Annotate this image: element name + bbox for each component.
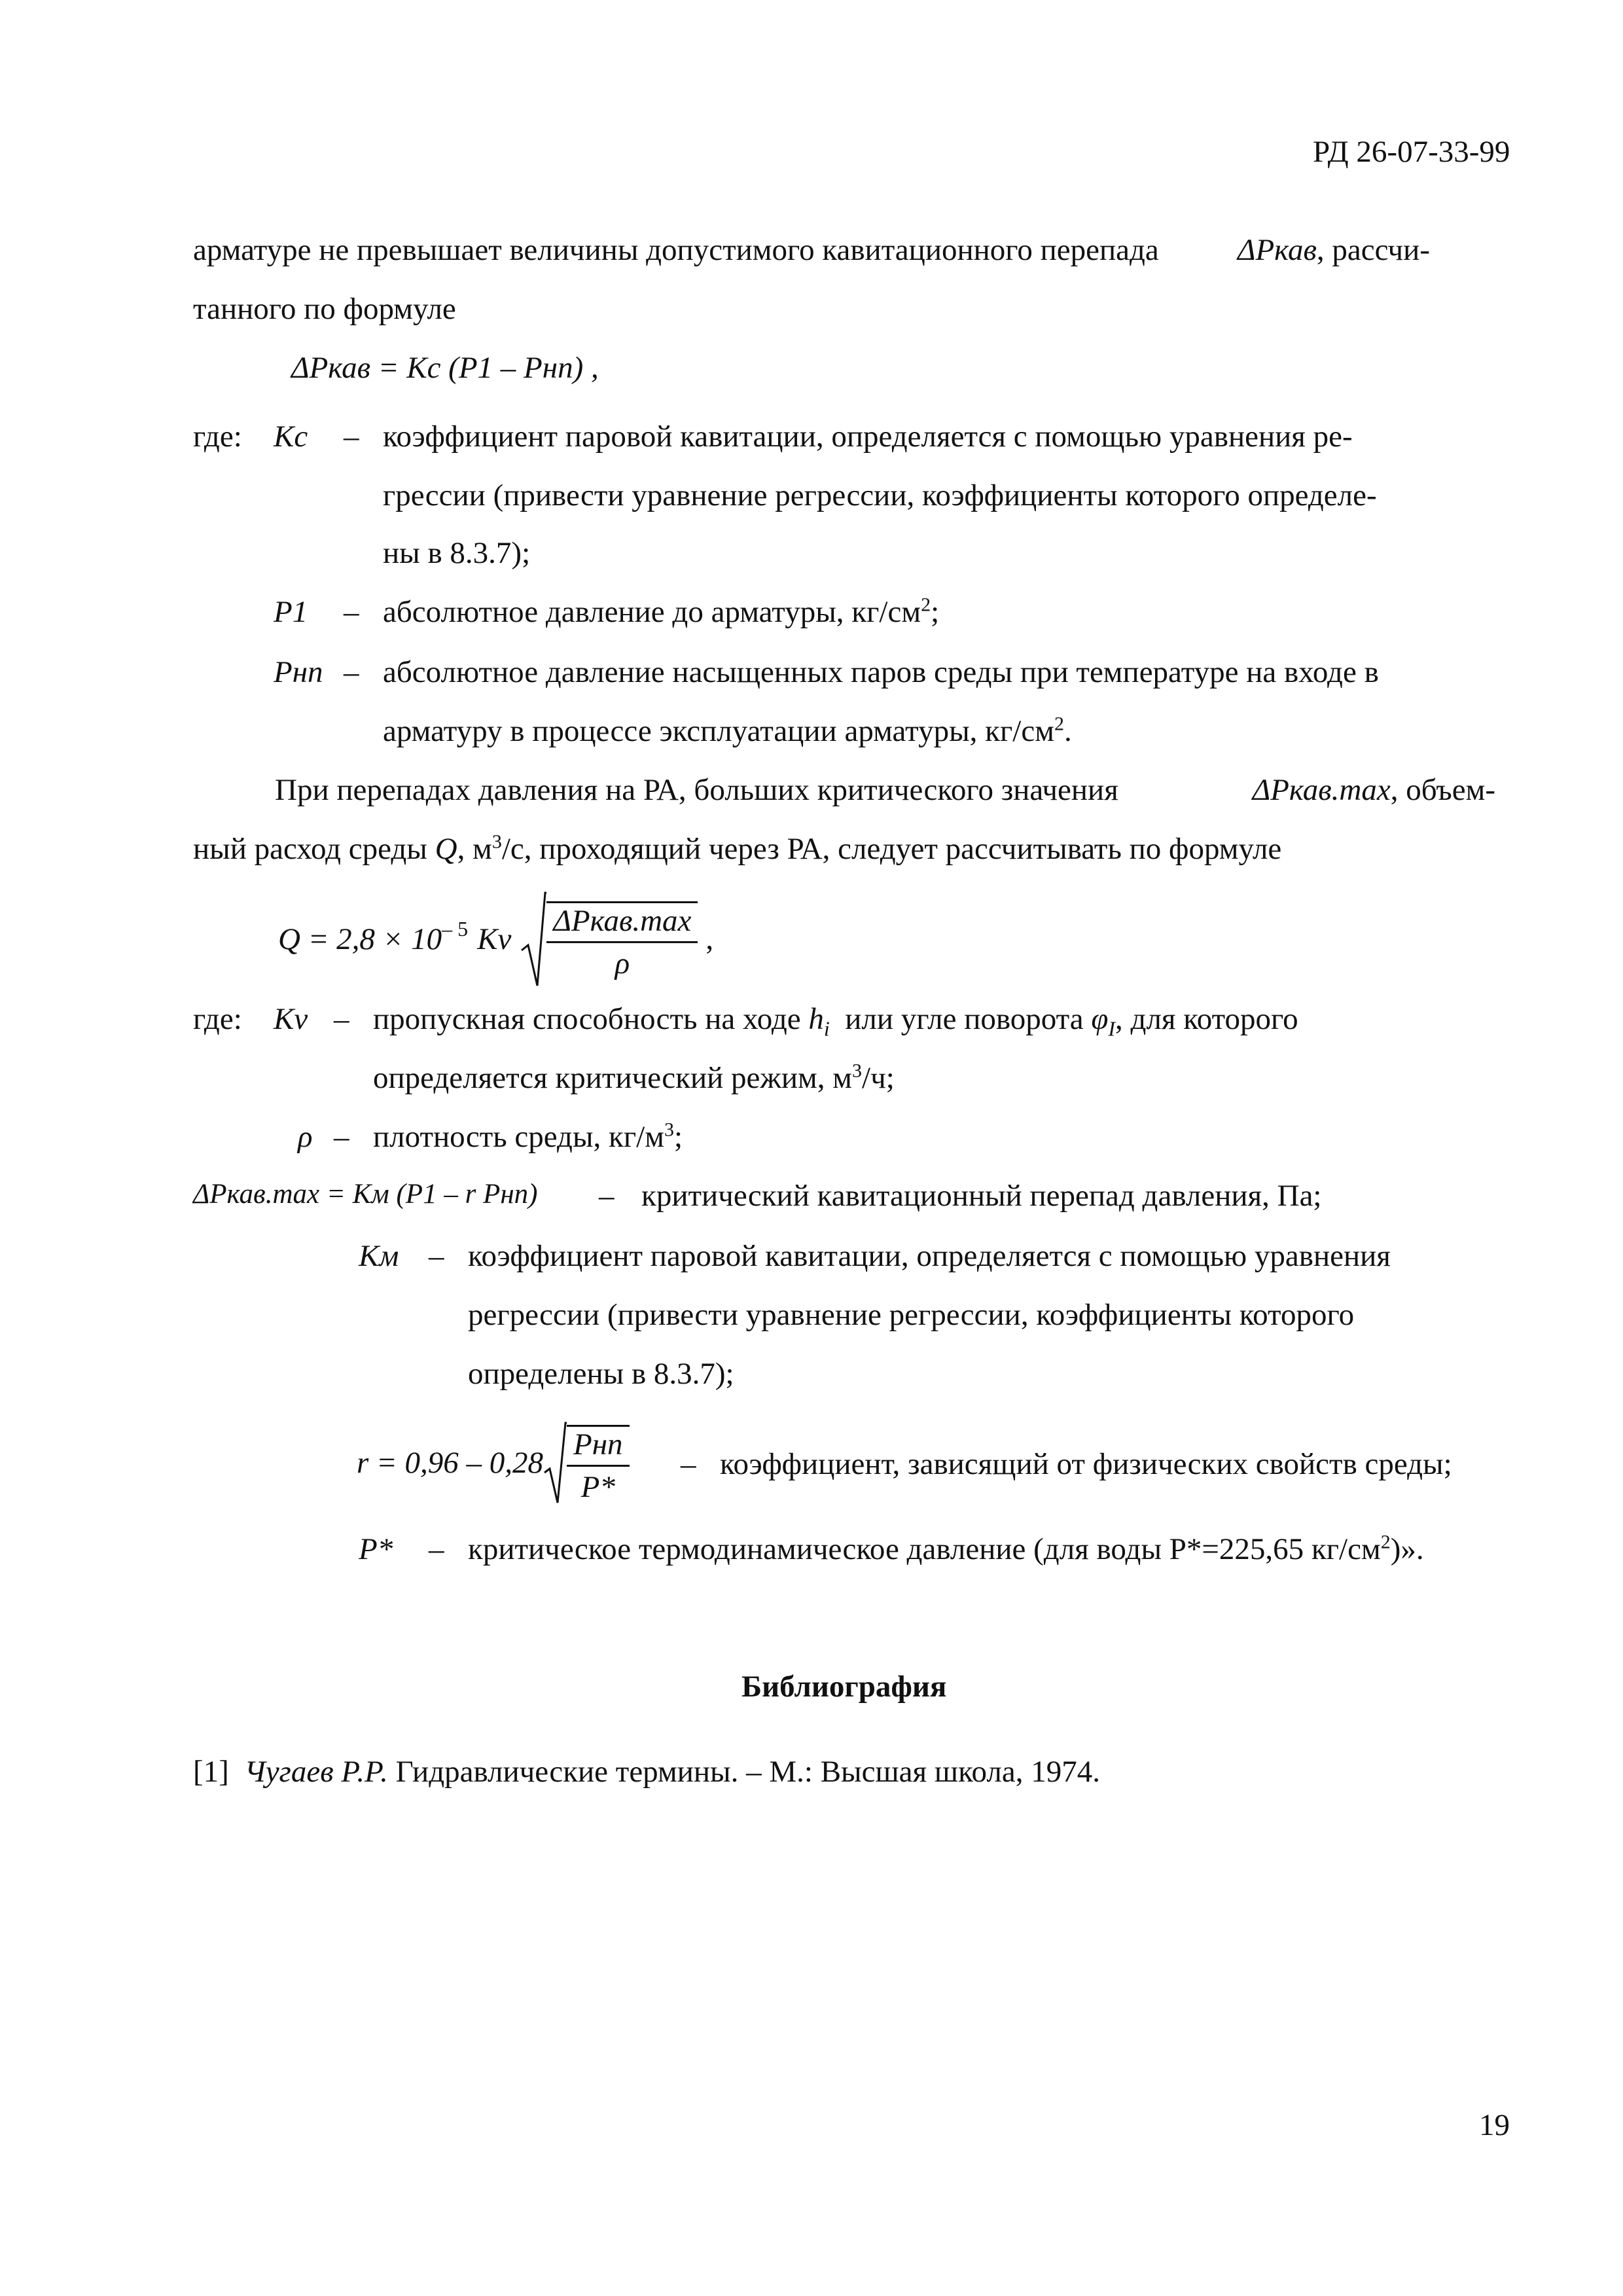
pnp-line2: арматуру в процессе эксплуатации арматуры, $кг/см^2$.	[383, 713, 1072, 748]
para2-line1-text: При перепадах давления на РА, больших критического значения	[275, 773, 1118, 807]
kc-line1: коэффициент паровой кавитации, определяется с помощью уравнения ре-	[383, 420, 1353, 454]
para2-line1-end: , объем-	[1390, 773, 1495, 807]
where-label: где:	[193, 420, 242, 454]
sqrt-sign	[520, 890, 546, 988]
p1-symbol: P1	[274, 595, 308, 629]
kv-dash: –	[334, 1002, 349, 1036]
km-line1: коэффициент паровой кавитации, определяется с помощью уравнения	[468, 1239, 1391, 1273]
page-number: 19	[1479, 2108, 1510, 2142]
ref-author: Чугаев Р.Р.	[244, 1755, 388, 1789]
pstar-text: критическое термодинамическое давление (для воды Р*=225,65 $кг/см^2$)».	[468, 1531, 1424, 1566]
bibliography-ref	[193, 1754, 1100, 1789]
ref-number: [1]	[193, 1755, 229, 1789]
kc-symbol: Kc	[274, 420, 308, 454]
km-symbol: Kм	[359, 1239, 399, 1273]
p1-dash: –	[344, 595, 359, 629]
pstar-symbol: P*	[359, 1532, 393, 1566]
where2-label: где:	[193, 1002, 242, 1036]
formula-r	[357, 1420, 630, 1505]
formula-q-numerator: ΔPкав.max	[546, 903, 698, 943]
rho-dash: –	[334, 1120, 349, 1154]
pstar-dash: –	[429, 1532, 444, 1566]
formula-r-denominator: P*	[580, 1470, 615, 1504]
rformula-text: коэффициент, зависящий от физических свойств среды;	[720, 1447, 1452, 1481]
formula-q-fraction	[546, 901, 698, 981]
kc-line3: ны в 8.3.7);	[383, 536, 531, 570]
bibliography-title: Библиография	[741, 1670, 947, 1704]
kc-line2: грессии (привести уравнение регрессии, коэффициенты которого определе-	[383, 478, 1377, 512]
para1-line1-end: , рассчи-	[1316, 233, 1430, 267]
delta-p-kav-symbol: ΔPкав	[1237, 233, 1317, 267]
formula-q-lhs: Q = 2,8 × 10	[278, 922, 442, 956]
formula-delta-p-kav: ΔPкав = Kc (P1 – Pнп) ,	[291, 351, 599, 385]
para1-line1-text: арматуре не превышает величины допустимого кавитационного перепада	[193, 233, 1159, 267]
formula-r-lhs: r = 0,96 – 0,28	[357, 1446, 544, 1480]
formula-r-fraction	[567, 1425, 630, 1505]
km-line2: регрессии (привести уравнение регрессии, коэффициенты которого	[468, 1298, 1355, 1332]
para1-line1	[193, 232, 1430, 268]
rformula-dash: –	[681, 1447, 696, 1481]
para2-line1	[275, 772, 1495, 808]
kc-dash: –	[344, 420, 359, 454]
rho-text: плотность среды, $кг/м^3$;	[373, 1119, 683, 1154]
para2-line2: ный расход среды Q, $м^3/с$, проходящий через РА, следует рассчитывать по формуле	[193, 831, 1282, 866]
pnp-line1: абсолютное давление насыщенных паров среды при температуре на входе в	[383, 655, 1379, 689]
kv-line2: определяется критический режим, $м^3/ч$;	[373, 1060, 895, 1095]
formula-q: Q = 2,8 × 10 $^{- 5}$ Kv $\frac{\text{ΔPкав.max}}{\rho}$ ,	[278, 890, 713, 988]
pnp-symbol: Pнп	[274, 655, 323, 689]
km-dash: –	[429, 1239, 444, 1273]
rho-symbol: ρ	[298, 1120, 313, 1154]
kv-line1: пропускная способность на ходе $h_i$ или угле поворота $\varphi_I$, для которого	[373, 1002, 1298, 1041]
p1-text: абсолютное давление до арматуры, $кг/см^2$;	[383, 594, 940, 629]
kv-symbol: Kv	[274, 1002, 308, 1036]
pnp-dash: –	[344, 655, 359, 689]
km-line3: определены в 8.3.7);	[468, 1357, 734, 1391]
para1-line2: танного по формуле	[193, 292, 456, 326]
formula-q-denominator: ρ	[615, 946, 630, 980]
sqrt-sign-r	[543, 1420, 567, 1505]
delta-p-kav-max-symbol: ΔPкав.max	[1252, 773, 1391, 807]
formula-q-kv: Kv	[477, 922, 512, 956]
formula3-text: критический кавитационный перепад давления, Па;	[641, 1179, 1322, 1213]
formula3-dash: –	[599, 1179, 615, 1213]
ref-text: Гидравлические термины. – М.: Высшая школа, 1974.	[395, 1755, 1100, 1789]
doc-code: РД 26-07-33-99	[1313, 135, 1510, 169]
formula-delta-p-kav-max: ΔPкав.max = Kм (P1 – r Pнп)	[193, 1179, 538, 1210]
formula-r-numerator: Pнп	[567, 1427, 630, 1467]
